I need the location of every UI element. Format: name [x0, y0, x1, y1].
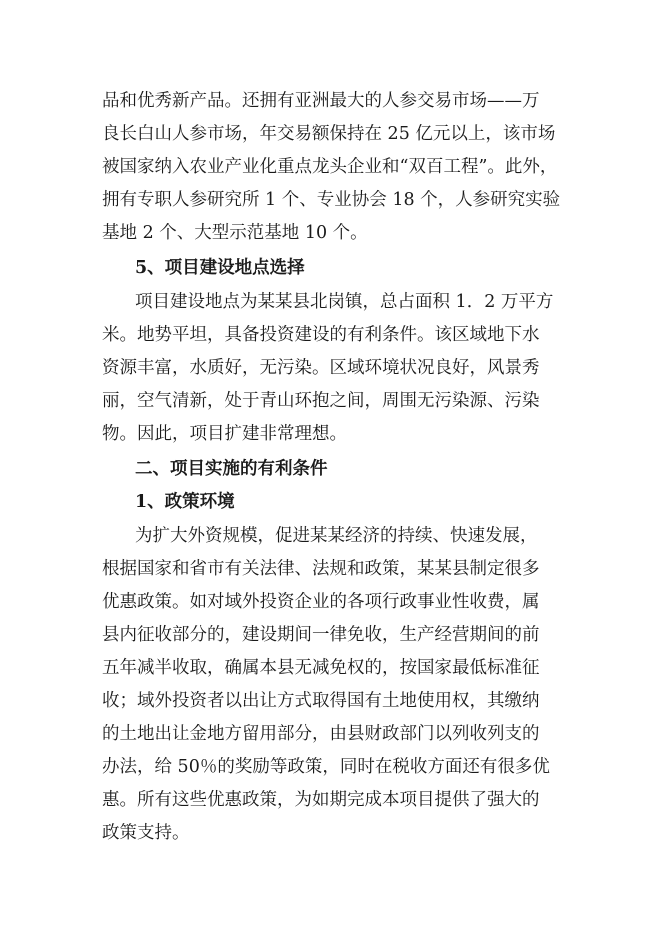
body-line: 资源丰富，水质好，无污染。区域环境状况良好，风景秀 — [102, 358, 540, 378]
body-line: 为扩大外资规模，促进某某经济的持续、快速发展， — [135, 526, 538, 546]
body-line: 收；域外投资者以出让方式取得国有土地使用权，其缴纳 — [102, 691, 540, 711]
body-line: 物。因此，项目扩建非常理想。 — [102, 424, 347, 444]
body-line: 被国家纳入农业产业化重点龙头企业和“双百工程”。此外， — [102, 157, 558, 177]
body-line: 惠。所有这些优惠政策，为如期完成本项目提供了强大的 — [102, 790, 540, 810]
body-line: 根据国家和省市有关法律、法规和政策，某某县制定很多 — [102, 559, 540, 579]
body-line: 的土地出让金地方留用部分，由县财政部门以列收列支的 — [102, 724, 540, 744]
body-line: 县内征收部分的，建设期间一律免收，生产经营期间的前 — [102, 625, 540, 645]
section-heading: 1、政策环境 — [135, 492, 235, 512]
body-line: 五年减半收取，确属本县无减免权的，按国家最低标准征 — [102, 658, 540, 678]
body-line: 丽，空气清新，处于青山环抱之间，周围无污染源、污染 — [102, 391, 540, 411]
body-line: 项目建设地点为某某县北岗镇，总占面积 1．2 万平方 — [135, 292, 554, 312]
body-line: 办法，给 50％的奖励等政策，同时在税收方面还有很多优 — [102, 757, 550, 777]
section-heading: 5、项目建设地点选择 — [135, 258, 305, 278]
body-line: 拥有专职人参研究所 1 个、专业协会 18 个，人参研究实验 — [102, 190, 561, 210]
body-line: 政策支持。 — [102, 823, 190, 843]
chapter-heading: 二、项目实施的有利条件 — [135, 459, 328, 479]
body-line: 良长白山人参市场，年交易额保持在 25 亿元以上，该市场 — [102, 124, 556, 144]
body-line: 品和优秀新产品。还拥有亚洲最大的人参交易市场——万 — [102, 91, 540, 111]
body-line: 优惠政策。如对域外投资企业的各项行政事业性收费，属 — [102, 592, 540, 612]
body-line: 基地 2 个、大型示范基地 10 个。 — [102, 223, 368, 243]
body-line: 米。地势平坦，具备投资建设的有利条件。该区域地下水 — [102, 325, 540, 345]
